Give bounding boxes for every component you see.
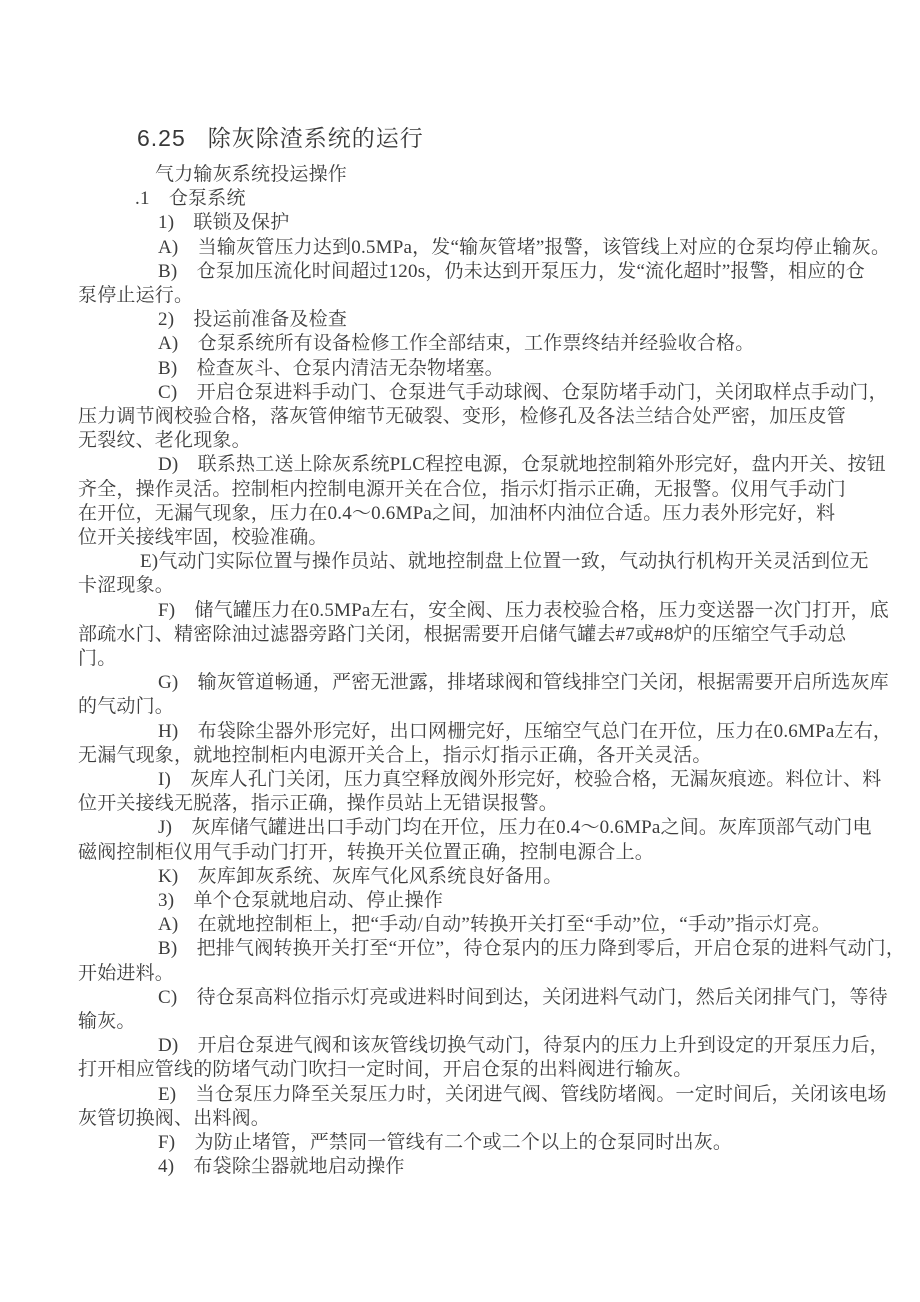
text-line: F) 储气罐压力在0.5MPa左右，安全阀、压力表校验合格，压力变送器一次门打开，底 <box>158 600 889 621</box>
text-line: J) 灰库储气罐进出口手动门均在开位，压力在0.4～0.6MPa之间。灰库顶部气动门电 <box>158 817 872 838</box>
heading-number: 6.25 <box>137 125 186 151</box>
text-line: A) 当输灰管压力达到0.5MPa，发“输灰管堵”报警，该管线上对应的仓泵均停止输灰。 <box>158 237 891 258</box>
text-line: A) 仓泵系统所有设备检修工作全部结束，工作票终结并经验收合格。 <box>158 333 755 354</box>
text-line: C) 待仓泵高料位指示灯亮或进料时间到达，关闭进料气动门，然后关闭排气门，等待 <box>158 987 888 1008</box>
text-line: 气力输灰系统投运操作 <box>155 164 348 185</box>
text-line: .1 仓泵系统 <box>135 188 246 209</box>
text-line: B) 把排气阀转换开关打至“开位”，待仓泵内的压力降到零后，开启仓泵的进料气动门， <box>158 938 906 959</box>
heading-title: 除灰除渣系统的运行 <box>207 125 424 151</box>
text-line: D) 联系热工送上除灰系统PLC程控电源，仓泵就地控制箱外形完好，盘内开关、按钮 <box>158 454 886 475</box>
text-line: 打开相应管线的防堵气动门吹扫一定时间，开启仓泵的出料阀进行输灰。 <box>78 1059 693 1080</box>
text-line: 磁阀控制柜仪用气手动门打开，转换开关位置正确，控制电源合上。 <box>78 842 655 863</box>
text-line: 的气动门。 <box>78 696 175 717</box>
text-line: I) 灰库人孔门关闭，压力真空释放阀外形完好，校验合格，无漏灰痕迹。料位计、料 <box>158 769 882 790</box>
text-line: D) 开启仓泵进气阀和该灰管线切换气动门，待泵内的压力上升到设定的开泵压力后， <box>158 1035 889 1056</box>
text-line: A) 在就地控制柜上，把“手动/自动”转换开关打至“手动”位，“手动”指示灯亮。 <box>158 914 831 935</box>
text-line: 开始进料。 <box>78 963 175 984</box>
text-line: 齐全，操作灵活。控制柜内控制电源开关在合位，指示灯指示正确，无报警。仪用气手动门 <box>78 479 847 500</box>
text-line: 压力调节阀校验合格，落灰管伸缩节无破裂、变形，检修孔及各法兰结合处严密，加压皮管 <box>78 406 847 427</box>
text-line: B) 检查灰斗、仓泵内清洁无杂物堵塞。 <box>158 358 504 379</box>
text-line: G) 输灰管道畅通，严密无泄露，排堵球阀和管线排空门关闭，根据需要开启所选灰库 <box>158 672 889 693</box>
text-line: 灰管切换阀、出料阀。 <box>78 1108 271 1129</box>
text-line: 在开位，无漏气现象，压力在0.4～0.6MPa之间，加油杯内油位合适。压力表外形完好，料 <box>78 503 836 524</box>
text-line: 4) 布袋除尘器就地启动操作 <box>158 1156 405 1177</box>
text-line: E)气动门实际位置与操作员站、就地控制盘上位置一致，气动执行机构开关灵活到位无 <box>140 551 869 572</box>
text-line: H) 布袋除尘器外形完好，出口网栅完好，压缩空气总门在开位，压力在0.6MPa左右， <box>158 721 893 742</box>
text-line: K) 灰库卸灰系统、灰库气化风系统良好备用。 <box>158 866 563 887</box>
text-line: 门。 <box>78 648 117 669</box>
text-line: F) 为防止堵管，严禁同一管线有二个或二个以上的仓泵同时出灰。 <box>158 1132 733 1153</box>
text-line: 输灰。 <box>78 1011 136 1032</box>
text-line: 位开关接线无脱落，指示正确，操作员站上无错误报警。 <box>78 793 559 814</box>
section-heading <box>137 120 424 153</box>
text-line: 无裂纹、老化现象。 <box>78 430 251 451</box>
text-line: E) 当仓泵压力降至关泵压力时，关闭进气阀、管线防堵阀。一定时间后，关闭该电场 <box>158 1084 887 1105</box>
text-line: 泵停止运行。 <box>78 285 194 306</box>
text-line: 3) 单个仓泵就地启动、停止操作 <box>158 890 444 911</box>
text-line: B) 仓泵加压流化时间超过120s，仍未达到开泵压力，发“流化超时”报警，相应的仓 <box>158 261 865 282</box>
text-line: 位开关接线牢固，校验准确。 <box>78 527 328 548</box>
text-line: C) 开启仓泵进料手动门、仓泵进气手动球阀、仓泵防堵手动门，关闭取样点手动门， <box>158 382 888 403</box>
text-line: 无漏气现象，就地控制柜内电源开关合上，指示灯指示正确，各开关灵活。 <box>78 745 712 766</box>
text-line: 2) 投运前准备及检查 <box>158 309 348 330</box>
text-line: 部疏水门、精密除油过滤器旁路门关闭，根据需要开启储气罐去#7或#8炉的压缩空气手动总 <box>78 624 847 645</box>
text-line: 卡涩现象。 <box>78 575 175 596</box>
text-line: 1) 联锁及保护 <box>158 212 290 233</box>
